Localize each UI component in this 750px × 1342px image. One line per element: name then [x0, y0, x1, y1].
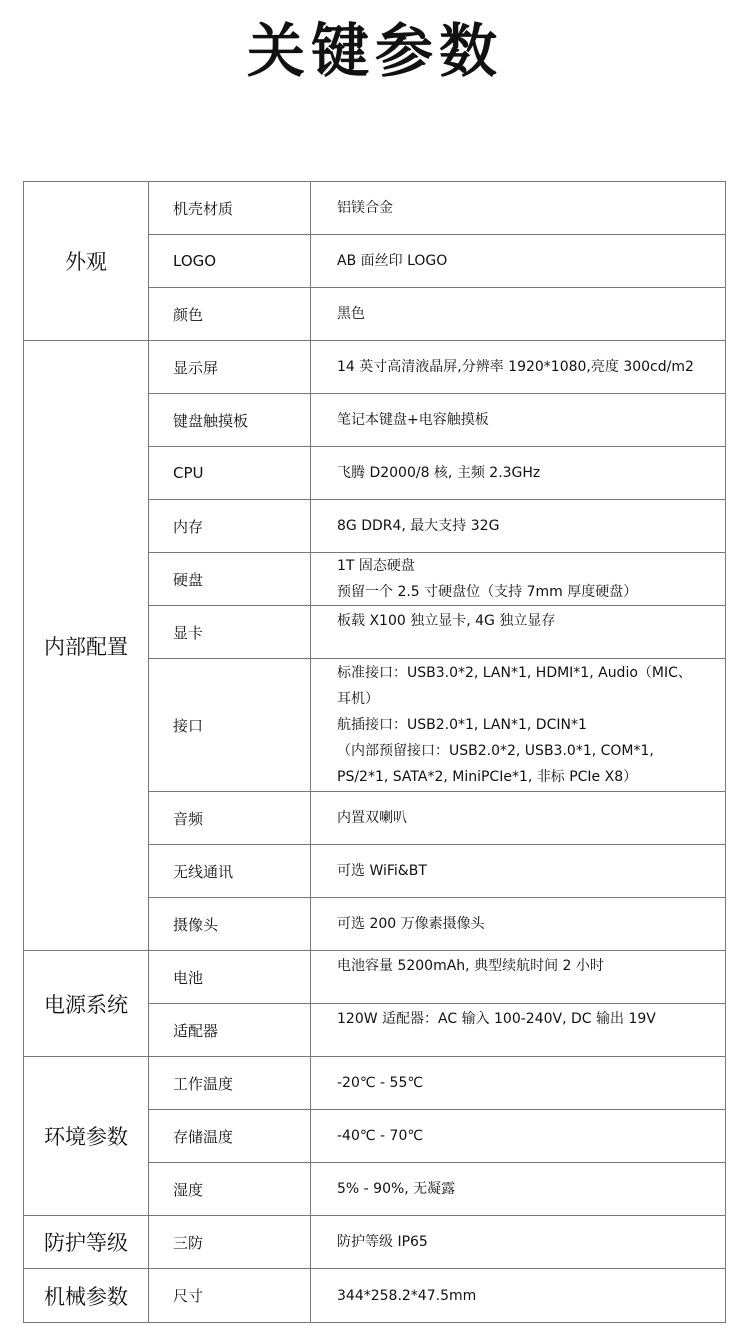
value-cell: [311, 1216, 726, 1269]
value-line: （内部预留接口：USB2.0*2, USB3.0*1, COM*1,: [337, 743, 654, 759]
value-line: 飞腾 D2000/8 核, 主频 2.3GHz: [337, 465, 541, 481]
item-cell: 键盘触摸板: [149, 394, 311, 447]
value-cell: [311, 1163, 726, 1216]
item-cell: 显示屏: [149, 341, 311, 394]
value-line: 预留一个 2.5 寸硬盘位（支持 7mm 厚度硬盘）: [337, 584, 638, 600]
value-line: 标准接口：USB3.0*2, LAN*1, HDMI*1, Audio（MIC、: [337, 665, 692, 681]
value-line: 板载 X100 独立显卡, 4G 独立显存: [337, 613, 556, 629]
value-line: 耳机）: [337, 691, 379, 707]
value-cell: [311, 898, 726, 951]
value-line: 防护等级 IP65: [337, 1234, 428, 1250]
value-cell: [311, 659, 726, 792]
value-cell: [311, 845, 726, 898]
value-cell: [311, 1110, 726, 1163]
table-row: [24, 341, 726, 394]
table-row: [24, 1057, 726, 1110]
category-cell: 防护等级: [24, 1216, 149, 1269]
item-cell: LOGO: [149, 235, 311, 288]
item-cell: 音频: [149, 792, 311, 845]
value-cell: [311, 1057, 726, 1110]
item-cell: 摄像头: [149, 898, 311, 951]
table-row: [24, 951, 726, 1004]
value-cell: [311, 447, 726, 500]
value-line: 可选 200 万像素摄像头: [337, 916, 485, 932]
value-line: 5% - 90%, 无凝露: [337, 1181, 456, 1197]
value-cell: [311, 288, 726, 341]
value-line: 8G DDR4, 最大支持 32G: [337, 518, 500, 534]
value-line: 1T 固态硬盘: [337, 558, 415, 574]
value-line: 可选 WiFi&BT: [337, 863, 427, 879]
value-cell: [311, 553, 726, 606]
item-cell: 存储温度: [149, 1110, 311, 1163]
page-title: 关键参数: [246, 17, 503, 85]
value-line: 笔记本键盘+电容触摸板: [337, 412, 489, 428]
value-cell: [311, 235, 726, 288]
item-cell: 尺寸: [149, 1269, 311, 1323]
value-cell: [311, 606, 726, 659]
value-line: 铝镁合金: [337, 200, 393, 216]
item-cell: 硬盘: [149, 553, 311, 606]
table-row: [24, 1269, 726, 1323]
table-row: [24, 182, 726, 235]
value-cell: [311, 792, 726, 845]
value-line: 内置双喇叭: [337, 810, 407, 826]
item-cell: 显卡: [149, 606, 311, 659]
value-line: -40℃ - 70℃: [337, 1128, 424, 1144]
value-line: 航插接口：USB2.0*1, LAN*1, DCIN*1: [337, 717, 587, 733]
value-line: AB 面丝印 LOGO: [337, 253, 448, 269]
value-line: 344*258.2*47.5mm: [337, 1287, 477, 1304]
item-cell: 适配器: [149, 1004, 311, 1057]
value-line: -20℃ - 55℃: [337, 1075, 424, 1091]
item-cell: 工作温度: [149, 1057, 311, 1110]
value-cell: [311, 341, 726, 394]
category-cell: 外观: [24, 182, 149, 341]
value-cell: [311, 394, 726, 447]
item-cell: 内存: [149, 500, 311, 553]
item-cell: 机壳材质: [149, 182, 311, 235]
value-line: 120W 适配器：AC 输入 100-240V, DC 输出 19V: [337, 1011, 656, 1027]
item-cell: CPU: [149, 447, 311, 500]
value-line: 14 英寸高清液晶屏,分辨率 1920*1080,亮度 300cd/m2: [337, 359, 694, 375]
item-cell: 接口: [149, 659, 311, 792]
category-cell: 内部配置: [24, 341, 149, 951]
value-cell: [311, 1269, 726, 1323]
item-cell: 无线通讯: [149, 845, 311, 898]
item-cell: 颜色: [149, 288, 311, 341]
category-cell: 环境参数: [24, 1057, 149, 1216]
value-cell: [311, 1004, 726, 1057]
item-cell: 三防: [149, 1216, 311, 1269]
item-cell: 电池: [149, 951, 311, 1004]
value-line: 黑色: [337, 306, 365, 322]
category-cell: 机械参数: [24, 1269, 149, 1323]
item-cell: 湿度: [149, 1163, 311, 1216]
value-cell: [311, 951, 726, 1004]
value-line: 电池容量 5200mAh, 典型续航时间 2 小时: [337, 958, 604, 974]
value-cell: [311, 182, 726, 235]
value-cell: [311, 500, 726, 553]
category-cell: 电源系统: [24, 951, 149, 1057]
value-line: PS/2*1, SATA*2, MiniPCIe*1, 非标 PCIe X8）: [337, 769, 638, 785]
spec-table: [23, 181, 726, 1323]
spec-table-body: [24, 182, 726, 1323]
table-row: [24, 1216, 726, 1269]
